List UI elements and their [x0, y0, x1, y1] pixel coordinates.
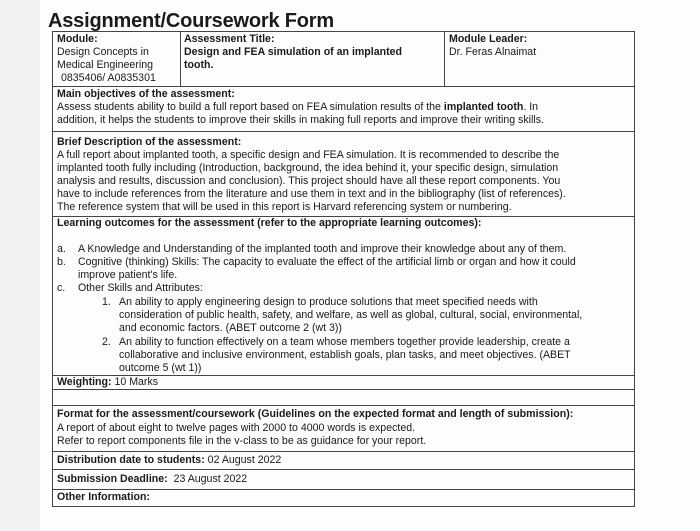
weighting-row — [57, 376, 158, 389]
row-divider — [52, 86, 635, 87]
row-divider — [52, 489, 635, 490]
objectives-label: Main objectives of the assessment: — [57, 88, 235, 100]
assessment-title-line: Design and FEA simulation of an implanted — [184, 46, 402, 58]
list-marker: a. — [57, 243, 66, 255]
outcome-c1-line: and economic factors. (ABET outcome 2 (wt 3)) — [119, 322, 342, 334]
outcome-c: Other Skills and Attributes: — [78, 282, 203, 294]
outcome-c1-line: An ability to apply engineering design to produce solutions that meet specified needs with — [119, 296, 538, 308]
row-divider — [52, 405, 635, 406]
list-marker: 2. — [102, 336, 111, 348]
list-marker: 1. — [102, 296, 111, 308]
description-line: analysis and results, discussion and conclusion). This project should have all these report components. You — [57, 175, 561, 187]
row-divider — [52, 469, 635, 470]
weighting-value: 10 Marks — [114, 376, 159, 388]
other-information-label: Other Information: — [57, 491, 150, 503]
objectives-emphasis: implanted tooth — [443, 101, 524, 113]
outcome-a: A Knowledge and Understanding of the implanted tooth and improve their knowledge about any of them. — [78, 243, 567, 255]
form-title: Assignment/Coursework Form — [48, 10, 334, 32]
submission-value: 23 August 2022 — [173, 473, 248, 485]
format-label: Format for the assessment/coursework (Guidelines on the expected format and length of submission): — [57, 408, 574, 420]
outcome-b-line: Cognitive (thinking) Skills: The capacity to evaluate the effect of the artificial limb or organ and how it could — [78, 256, 576, 268]
description-line: The reference system that will be used in this report is Harvard referencing system or numbering. — [57, 201, 512, 213]
description-line: implanted tooth fully including (Introduction, background, the idea behind it, your specific design, simulation — [57, 162, 559, 174]
module-label: Module: — [57, 33, 98, 45]
outcome-b-line: improve patient's life. — [78, 269, 178, 281]
module-code: 0835406/ A0835301 — [61, 72, 156, 84]
module-name-line: Medical Engineering — [57, 59, 153, 71]
description-line: have to include references from the literature and use them in text and in the bibliography (list of references). — [57, 188, 566, 200]
column-divider-2 — [444, 31, 445, 86]
outcomes-label: Learning outcomes for the assessment (refer to the appropriate learning outcomes): — [57, 217, 482, 229]
weighting-label: Weighting: — [57, 376, 112, 388]
outcome-c2-line: outcome 5 (wt 1)) — [119, 362, 202, 374]
module-leader-label: Module Leader: — [449, 33, 528, 45]
module-name-line: Design Concepts in — [57, 46, 149, 58]
submission-label: Submission Deadline: — [57, 473, 168, 485]
submission-row — [57, 473, 247, 486]
format-line: A report of about eight to twelve pages with 2000 to 4000 words is expected. — [57, 422, 416, 434]
objectives-line: Assess students ability to build a full report based on FEA simulation results of the implanted tooth. In — [57, 101, 539, 113]
distribution-label: Distribution date to students: — [57, 454, 205, 466]
description-line: A full report about implanted tooth, a specific design and FEA simulation. It is recommended to describe the — [57, 149, 560, 161]
module-leader-value: Dr. Feras Alnaimat — [449, 46, 537, 58]
list-marker: b. — [57, 256, 66, 268]
description-label: Brief Description of the assessment: — [57, 136, 242, 148]
row-divider — [52, 451, 635, 452]
objectives-line: addition, it helps the students to improve their skills in making full reports and improve their writing skills. — [57, 114, 544, 126]
format-line: Refer to report components file in the v-class to be as guidance for your report. — [57, 435, 427, 447]
distribution-value: 02 August 2022 — [207, 454, 282, 466]
list-marker: c. — [57, 282, 66, 294]
assessment-title-line: tooth. — [184, 59, 214, 71]
outcome-c2-line: collaborative and inclusive environment, establish goals, plan tasks, and meet objectives. (ABET — [119, 349, 571, 361]
column-divider-1 — [180, 31, 181, 86]
distribution-row — [57, 454, 281, 467]
assessment-title-label: Assessment Title: — [184, 33, 275, 45]
row-divider — [52, 131, 635, 132]
outcome-c1-line: consideration of public health, safety, and welfare, as well as global, cultural, social, environmental, — [119, 309, 583, 321]
outcome-c2-line: An ability to function effectively on a team whose members together provide leadership, create a — [119, 336, 570, 348]
